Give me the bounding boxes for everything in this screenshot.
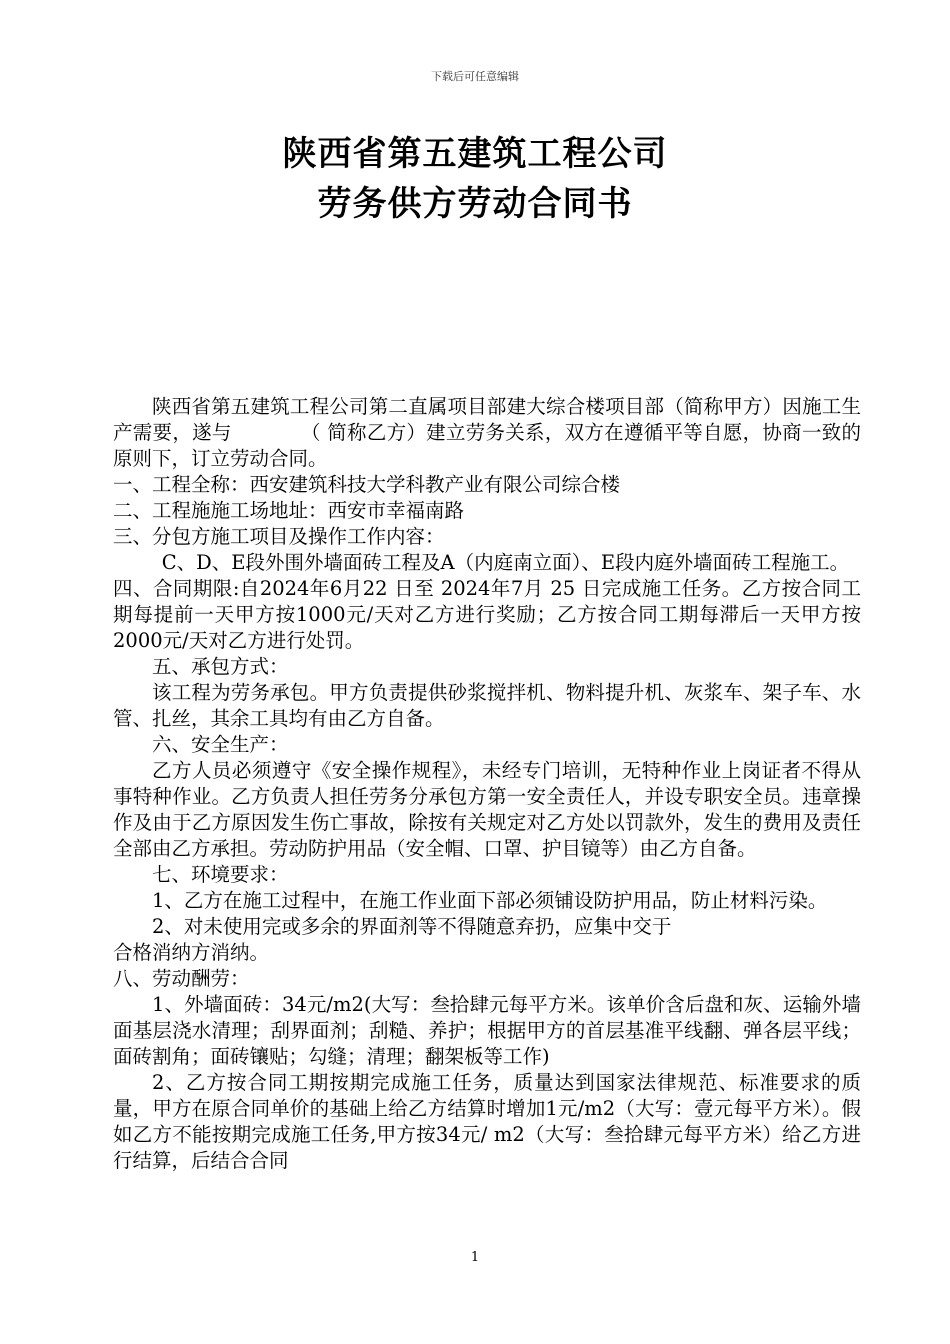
- intro-paragraph: 陕西省第五建筑工程公司第二直属项目部建大综合楼项目部（简称甲方）因施工生产需要，遂与 （ 简称乙方）建立劳务关系，双方在遵循平等自愿，协商一致的原则下，订立劳动合同。: [113, 395, 861, 470]
- section-4-contract-period: 四、合同期限:自2024年6月22 日至 2024年7月 25 日完成施工任务。乙方按合同工期每提前一天甲方按1000元/天对乙方进行奖励；乙方按合同工期每滞后一天甲方按2000元/天对乙方进行处罚。: [113, 577, 861, 652]
- section-2-site-address: 二、工程施施工场地址：西安市幸福南路: [113, 499, 465, 522]
- section-8-item-1: 1、外墙面砖：34元/m2(大写：叁拾肆元每平方米。该单价含后盘和灰、运输外墙面基层浇水清理；刮界面剂；刮糙、养护；根据甲方的首层基准平线翻、弹各层平线；面砖割角；面砖镶贴；勾缝；清理；翻架板等工作): [113, 993, 861, 1068]
- document-title-line-1: 陕西省第五建筑工程公司: [282, 134, 668, 174]
- section-7-heading: 七、环境要求：: [152, 863, 289, 886]
- section-7-item-2-cont: 合格消纳方消纳。: [113, 941, 270, 964]
- section-8-item-2: 2、乙方按合同工期按期完成施工任务，质量达到国家法律规范、标准要求的质量，甲方在原合同单价的基础上给乙方结算时增加1元/m2（大写：壹元每平方米）。假如乙方不能按期完成施工任务,甲方按34元/ m2（大写：叁拾肆元每平方米）给乙方进行结算，后结合合同: [113, 1071, 861, 1172]
- section-7-item-2: 2、对未使用完或多余的界面剂等不得随意弃扔，应集中交于: [152, 915, 672, 938]
- page-number: 1: [470, 1250, 480, 1265]
- section-3-heading: 三、分包方施工项目及操作工作内容：: [113, 525, 445, 548]
- header-note: 下载后可任意编辑: [431, 70, 519, 83]
- section-7-item-1: 1、乙方在施工过程中，在施工作业面下部必须铺设防护用品，防止材料污染。: [152, 889, 828, 912]
- section-5-heading: 五、承包方式：: [152, 655, 289, 678]
- section-5-content: 该工程为劳务承包。甲方负责提供砂浆搅拌机、物料提升机、灰浆车、架子车、水管、扎丝，其余工具均有由乙方自备。: [113, 681, 861, 730]
- section-1-project-name: 一、工程全称：西安建筑科技大学科教产业有限公司综合楼: [113, 473, 621, 496]
- section-3-content: C、D、E段外围外墙面砖工程及A（内庭南立面）、E段内庭外墙面砖工程施工。: [161, 551, 850, 574]
- section-6-content: 乙方人员必须遵守《安全操作规程》，未经专门培训，无特种作业上岗证者不得从事特种作业。乙方负责人担任劳务分承包方第一安全责任人，并设专职安全员。违章操作及由于乙方原因发生伤亡事故，除按有关规定对乙方处以罚款外，发生的费用及责任全部由乙方承担。劳动防护用品（安全帽、口罩、护目镜等）由乙方自备。: [113, 759, 861, 860]
- section-8-heading: 八、劳动酬劳：: [113, 967, 250, 990]
- contract-body: [113, 394, 861, 1174]
- section-6-heading: 六、安全生产：: [152, 733, 289, 756]
- document-title-line-2: 劳务供方劳动合同书: [317, 184, 633, 224]
